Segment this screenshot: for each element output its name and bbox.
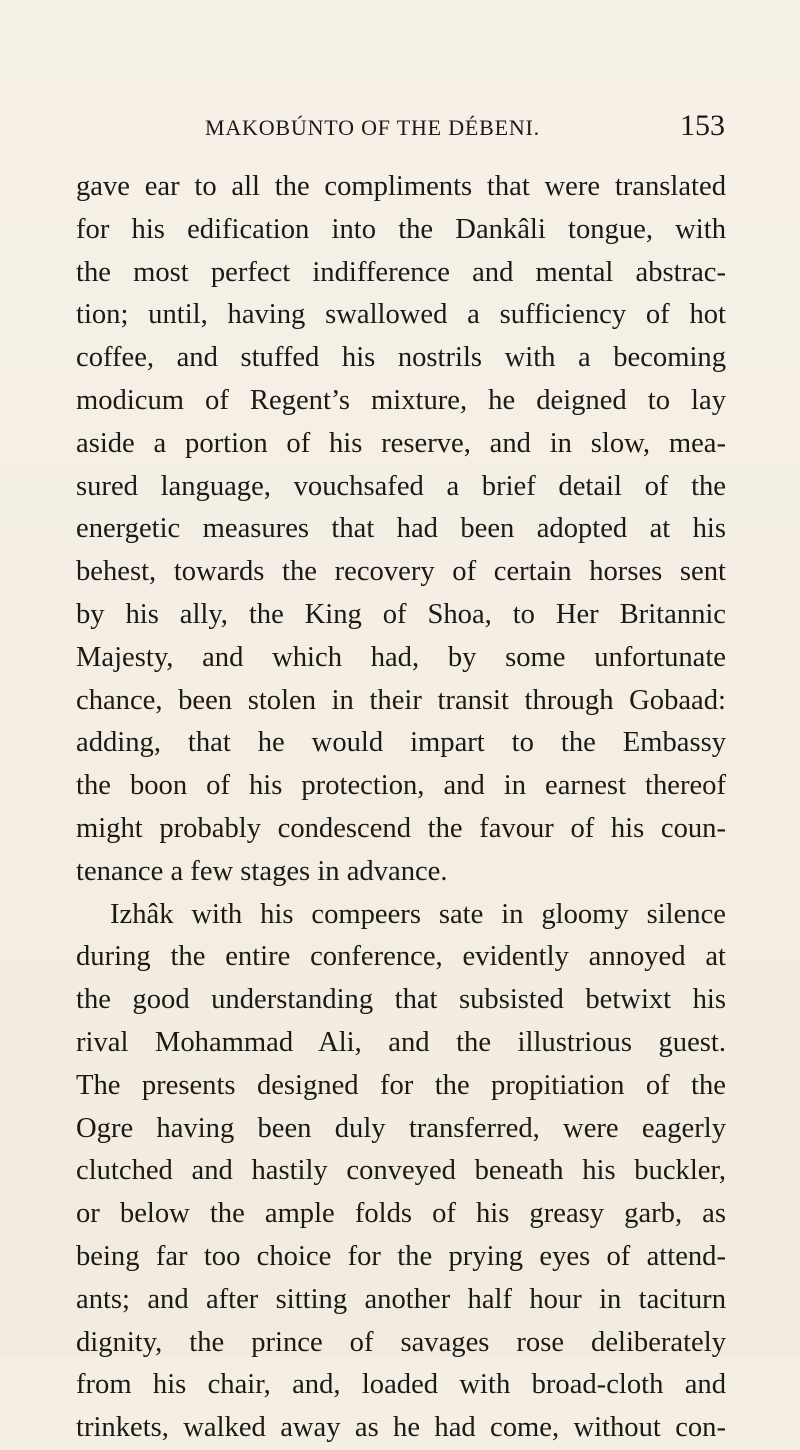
text-line: the boon of his protection, and in earnest thereof (76, 770, 726, 802)
text-line: aside a portion of his reserve, and in slow, mea- (76, 427, 726, 459)
text-line: energetic measures that had been adopted at his (76, 513, 726, 545)
text-line: behest, towards the recovery of certain horses sent (76, 556, 726, 588)
text-line: by his ally, the King of Shoa, to Her Britannic (76, 598, 726, 630)
text-line: gave ear to all the compliments that were translated (76, 171, 726, 202)
text-line: the most perfect indifference and mental abstrac- (76, 256, 726, 288)
text-line: tenance a few stages in advance. (76, 855, 448, 887)
text-line: during the entire conference, evidently annoyed at (76, 941, 726, 973)
running-title: MAKOBÚNTO OF THE DÉBENI. (205, 115, 540, 140)
text-line: Ogre having been duly transferred, were eagerly (76, 1112, 726, 1144)
text-line: modicum of Regent’s mixture, he deigned to lay (76, 384, 726, 416)
text-line: adding, that he would impart to the Embassy (76, 727, 726, 759)
text-line: Majesty, and which had, by some unfortunate (76, 641, 726, 673)
text-line: ants; and after sitting another half hour in taciturn (76, 1283, 726, 1315)
text-line: or below the ample folds of his greasy garb, as (76, 1198, 726, 1230)
text-line: rival Mohammad Ali, and the illustrious guest. (76, 1026, 726, 1058)
text-line: for his edification into the Dankâli tongue, with (76, 213, 726, 245)
text-line: chance, been stolen in their transit through Gobaad: (76, 684, 726, 716)
text-line: the good understanding that subsisted betwixt his (76, 984, 726, 1016)
text-line: from his chair, and, loaded with broad-cloth and (76, 1369, 726, 1401)
text-line: clutched and hastily conveyed beneath his buckler, (76, 1155, 726, 1187)
text-line: The presents designed for the propitiation of the (76, 1069, 726, 1101)
text-line: might probably condescend the favour of his coun- (76, 812, 726, 844)
text-line: dignity, the prince of savages rose deliberately (76, 1326, 726, 1358)
text-line: being far too choice for the prying eyes of attend- (76, 1240, 726, 1272)
text-line: coffee, and stuffed his nostrils with a becoming (76, 342, 726, 374)
text-line: sured language, vouchsafed a brief detail of the (76, 470, 726, 502)
text-line: tion; until, having swallowed a sufficiency of hot (76, 299, 726, 331)
page-number: 153 (680, 109, 725, 142)
text-line: trinkets, walked away as he had come, without con- (76, 1412, 726, 1444)
text-line: Izhâk with his compeers sate in gloomy silence (110, 898, 726, 930)
body-text (76, 166, 726, 1450)
running-head (205, 109, 725, 155)
